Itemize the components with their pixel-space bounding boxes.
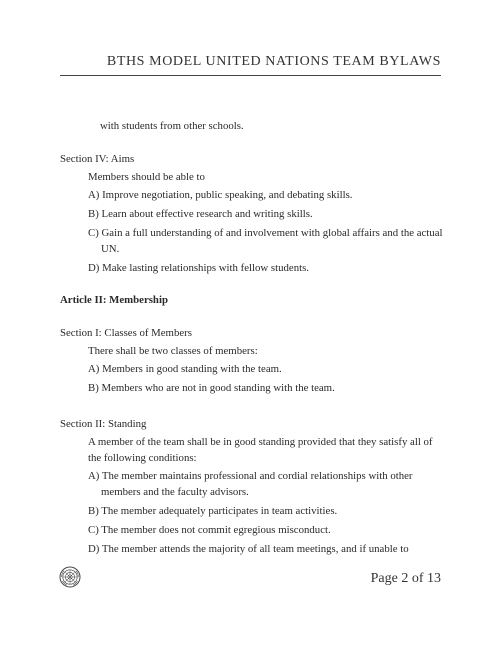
standing-item-c: C) The member does not commit egregious misconduct. [88,524,331,536]
document-header-title: BTHS MODEL UNITED NATIONS TEAM BYLAWS [106,54,441,69]
standing-item-d: D) The member attends the majority of all team meetings, and if unable to [88,543,409,555]
continued-paragraph-line: with students from other schools. [100,120,244,132]
aims-intro: Members should be able to [88,171,205,183]
article-heading-membership: Article II: Membership [60,294,168,306]
page-number: Page 2 of 13 [370,571,441,586]
classes-item-b: B) Members who are not in good standing with the team. [88,382,335,394]
section-spacer [60,399,445,416]
section-heading-classes: Section I: Classes of Members [60,327,192,339]
standing-intro: A member of the team shall be in good standing provided that they satisfy all of the following conditions: [88,436,433,464]
classes-item-a: A) Members in good standing with the team. [88,363,282,375]
section-heading-aims: Section IV: Aims [60,153,135,165]
standing-item-b: B) The member adequately participates in team activities. [88,505,338,517]
un-emblem-icon [59,566,81,588]
header-divider [60,75,441,76]
aims-item-a: A) Improve negotiation, public speaking, and debating skills. [88,189,353,201]
aims-item-b: B) Learn about effective research and writing skills. [88,208,313,220]
document-body [60,118,445,560]
classes-intro: There shall be two classes of members: [88,345,258,357]
aims-item-d: D) Make lasting relationships with fellow students. [88,262,310,274]
standing-item-a: A) The member maintains professional and cordial relationships with other members and the faculty advisors. [88,470,413,498]
section-heading-standing: Section II: Standing [60,418,147,430]
aims-item-c: C) Gain a full understanding of and involvement with global affairs and the actual UN. [88,227,443,255]
